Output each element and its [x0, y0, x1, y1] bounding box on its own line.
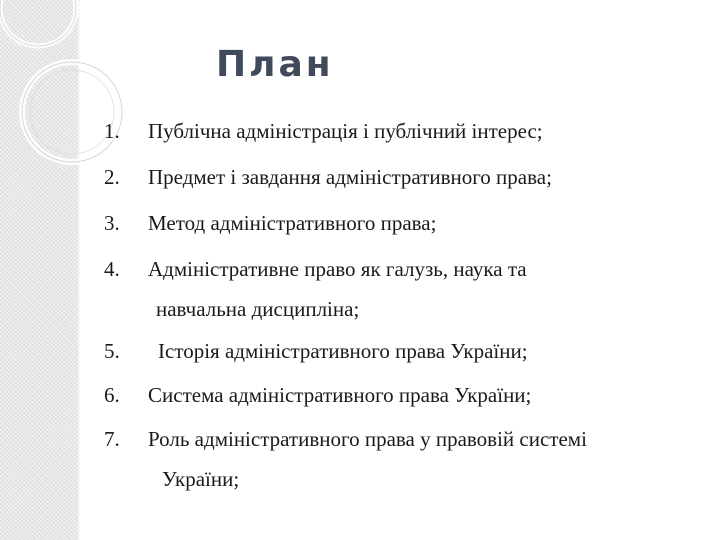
item-number: 4.	[104, 257, 120, 281]
item-number: 7.	[104, 427, 120, 451]
item-text: Система адміністративного права України;	[148, 383, 532, 407]
item-number: 5.	[104, 339, 120, 363]
item-text: Метод адміністративного права;	[148, 211, 437, 235]
item-number: 1.	[104, 119, 120, 143]
item-text-continuation: навчальна дисципліна;	[156, 297, 360, 321]
decorative-rings-graphic	[0, 0, 140, 190]
item-number: 6.	[104, 383, 120, 407]
item-number: 2.	[104, 165, 120, 189]
item-text: Роль адміністративного права у правовій системі	[148, 427, 587, 451]
item-text: Історія адміністративного права України;	[158, 339, 528, 363]
slide-title: План	[216, 44, 334, 85]
item-text: Предмет і завдання адміністративного права;	[148, 165, 552, 189]
item-text: Адміністративне право як галузь, наука та	[148, 257, 527, 281]
item-number: 3.	[104, 211, 120, 235]
item-text-continuation: України;	[162, 467, 240, 491]
item-text: Публічна адміністрація і публічний інтерес;	[148, 119, 543, 143]
